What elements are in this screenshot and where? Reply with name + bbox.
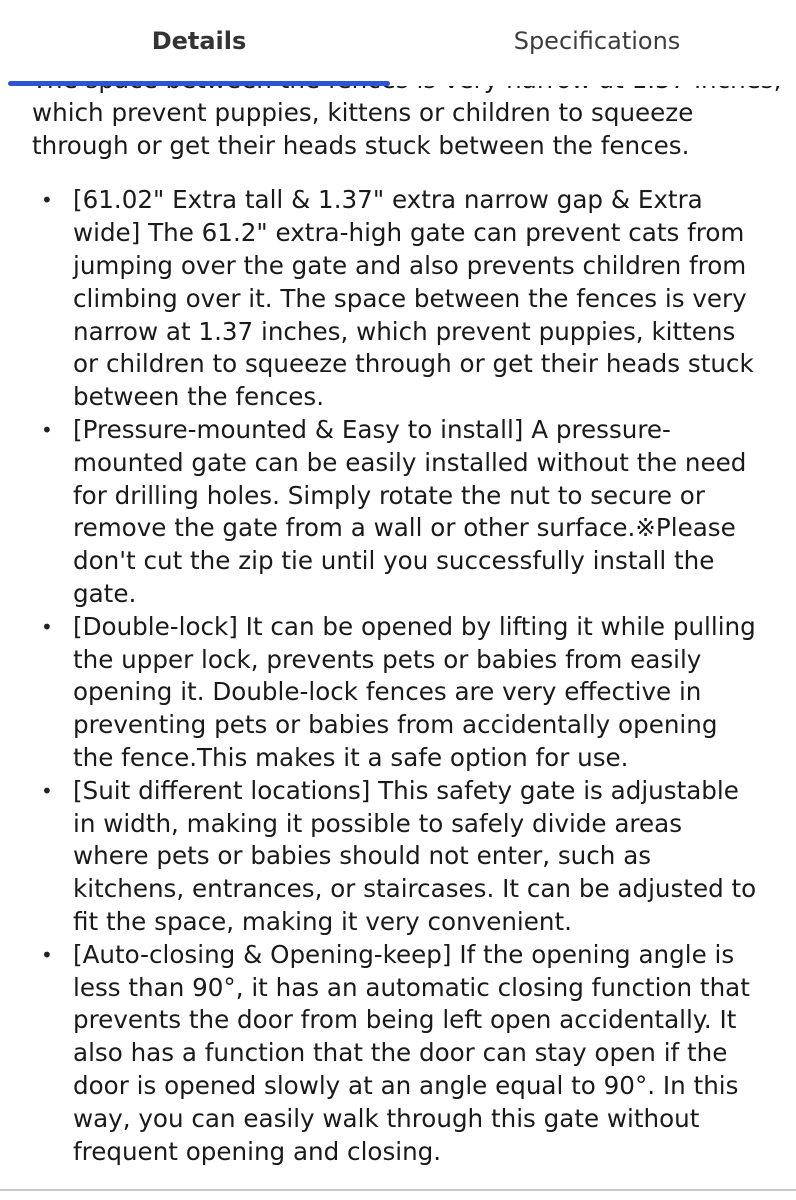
active-tab-indicator — [8, 81, 390, 86]
tab-specifications[interactable] — [398, 0, 796, 86]
bullet-icon: • — [41, 188, 53, 213]
intro-text: which prevent puppies, kittens or children to squeeze through or get their heads stuck between the fences. — [32, 97, 694, 160]
tab-bar — [0, 0, 796, 86]
list-item-text: [Pressure-mounted & Easy to install] A pressure-mounted gate can be easily installed without the need for drilling holes. Simply rotate the nut to secure or remove the gate from a wall or other surface.※Please don't cut the zip tie until you successfully install the gate. — [73, 414, 747, 608]
details-content[interactable] — [0, 64, 796, 1190]
bullet-icon: • — [41, 942, 53, 967]
list-item — [0, 775, 796, 939]
bullet-icon: • — [41, 614, 53, 639]
list-item-text: [Auto-closing & Opening-keep] If the opening angle is less than 90°, it has an automatic closing function that prevents the door from being left open accidentally. It also has a function that the door can stay open if the door is opened slowly at an angle equal to 90°. In this way, you can easily walk through this gate without frequent opening and closing. — [73, 939, 750, 1166]
bullet-icon: • — [41, 417, 53, 442]
bottom-divider — [0, 1189, 796, 1191]
list-item — [0, 939, 796, 1169]
list-item — [0, 414, 796, 611]
tab-specifications-label: Specifications — [513, 27, 681, 55]
list-item-text: [Suit different locations] This safety gate is adjustable in width, making it possible to safely divide areas where pets or babies should not enter, such as kitchens, entrances, or staircases. It can be adjusted to fit the space, making it very convenient. — [73, 775, 757, 936]
list-item — [0, 184, 796, 414]
list-item — [0, 611, 796, 775]
list-item-text: [Double-lock] It can be opened by lifting it while pulling the upper lock, prevents pets or babies from easily opening it. Double-lock fences are very effective in preventing pets or babies from accidentally opening the fence.This makes it a safe option for use. — [73, 611, 756, 772]
bullet-icon: • — [41, 778, 53, 803]
list-item-text: [61.02" Extra tall & 1.37" extra narrow gap & Extra wide] The 61.2" extra-high gate can prevent cats from jumping over the gate and also prevents children from climbing over it. The space between the fences is very narrow at 1.37 inches, which prevent puppies, kittens or children to squeeze through or get their heads stuck between the fences. — [73, 185, 754, 412]
feature-list — [0, 184, 796, 1168]
tab-details[interactable] — [0, 0, 398, 86]
tab-details-label: Details — [151, 27, 247, 55]
